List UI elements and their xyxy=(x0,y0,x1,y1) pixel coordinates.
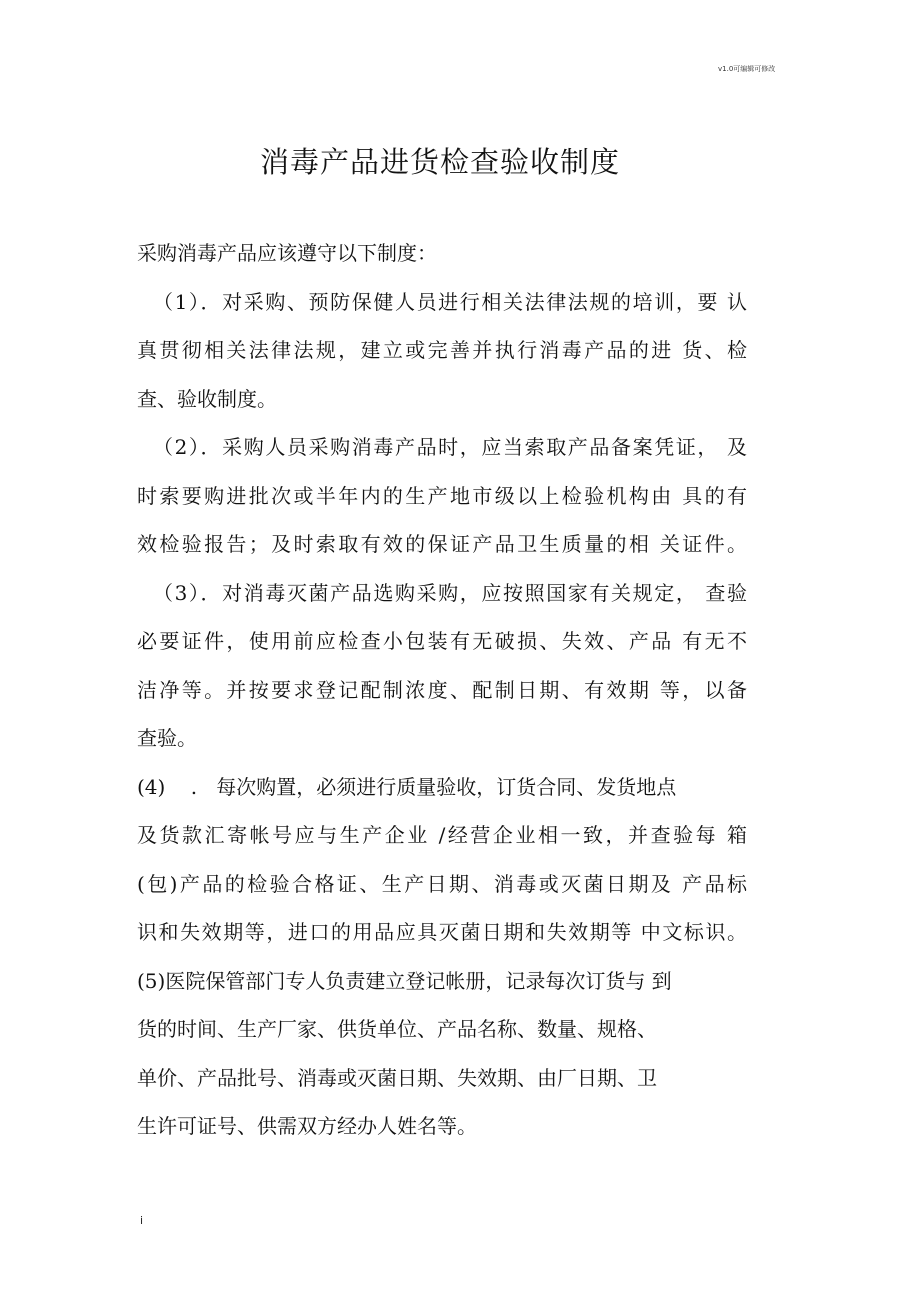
item-4-line-2: 及货款汇寄帐号应与生产企业 /经营企业相一致，并查验每 箱 xyxy=(137,823,747,847)
item-5-line-2: 货的时间、生产厂家、供货单位、产品名称、数量、规格、 xyxy=(137,1017,657,1041)
item-4-line-3: (包)产品的检验合格证、生产日期、消毒或灭菌日期及 产品标 xyxy=(137,871,747,896)
item-3-line-3: 洁净等。并按要求登记配制浓度、配制日期、有效期 等，以备 xyxy=(137,677,747,702)
item-2-line-1: （2）．采购人员采购消毒产品时，应当索取产品备案凭证， 及 xyxy=(153,435,747,459)
item-2-line-2: 时索要购进批次或半年内的生产地市级以上检验机构由 具的有 xyxy=(137,483,747,508)
version-tag: v1.0可编辑可修改 xyxy=(718,65,776,73)
item-1-line-3: 查、验收制度。 xyxy=(137,386,277,411)
item-2-line-3: 效检验报告；及时索取有效的保证产品卫生质量的相 关证件。 xyxy=(137,532,747,556)
item-4-line-4: 识和失效期等，进口的用品应具灭菌日期和失效期等 中文标识。 xyxy=(137,920,747,944)
intro-line: 采购消毒产品应该遵守以下制度： xyxy=(137,241,437,265)
item-1-line-1: （1）．对采购、预防保健人员进行相关法律法规的培训，要 认 xyxy=(153,289,747,314)
document-title: 消毒产品进货检查验收制度 xyxy=(259,145,620,179)
item-4-line-1: (4) . 每次购置，必须进行质量验收，订货合同、发货地点 xyxy=(137,774,677,799)
item-5-line-4: 生许可证号、供需双方经办人姓名等。 xyxy=(137,1114,477,1138)
page-number: i xyxy=(140,1214,144,1227)
item-5-line-3: 单价、产品批号、消毒或灭菌日期、失效期、由厂日期、卫 xyxy=(137,1065,657,1090)
item-5-line-1: (5)医院保管部门专人负责建立登记帐册，记录每次订货与 到 xyxy=(137,968,672,993)
item-3-line-2: 必要证件，使用前应检查小包装有无破损、失效、产品 有无不 xyxy=(137,629,747,653)
document-body xyxy=(137,229,747,1151)
item-1-line-2: 真贯彻相关法律法规，建立或完善并执行消毒产品的进 货、检 xyxy=(137,338,747,362)
item-3-line-1: （3）．对消毒灭菌产品选购采购，应按照国家有关规定， 查验 xyxy=(153,580,747,605)
item-3-line-4: 查验。 xyxy=(137,726,197,750)
